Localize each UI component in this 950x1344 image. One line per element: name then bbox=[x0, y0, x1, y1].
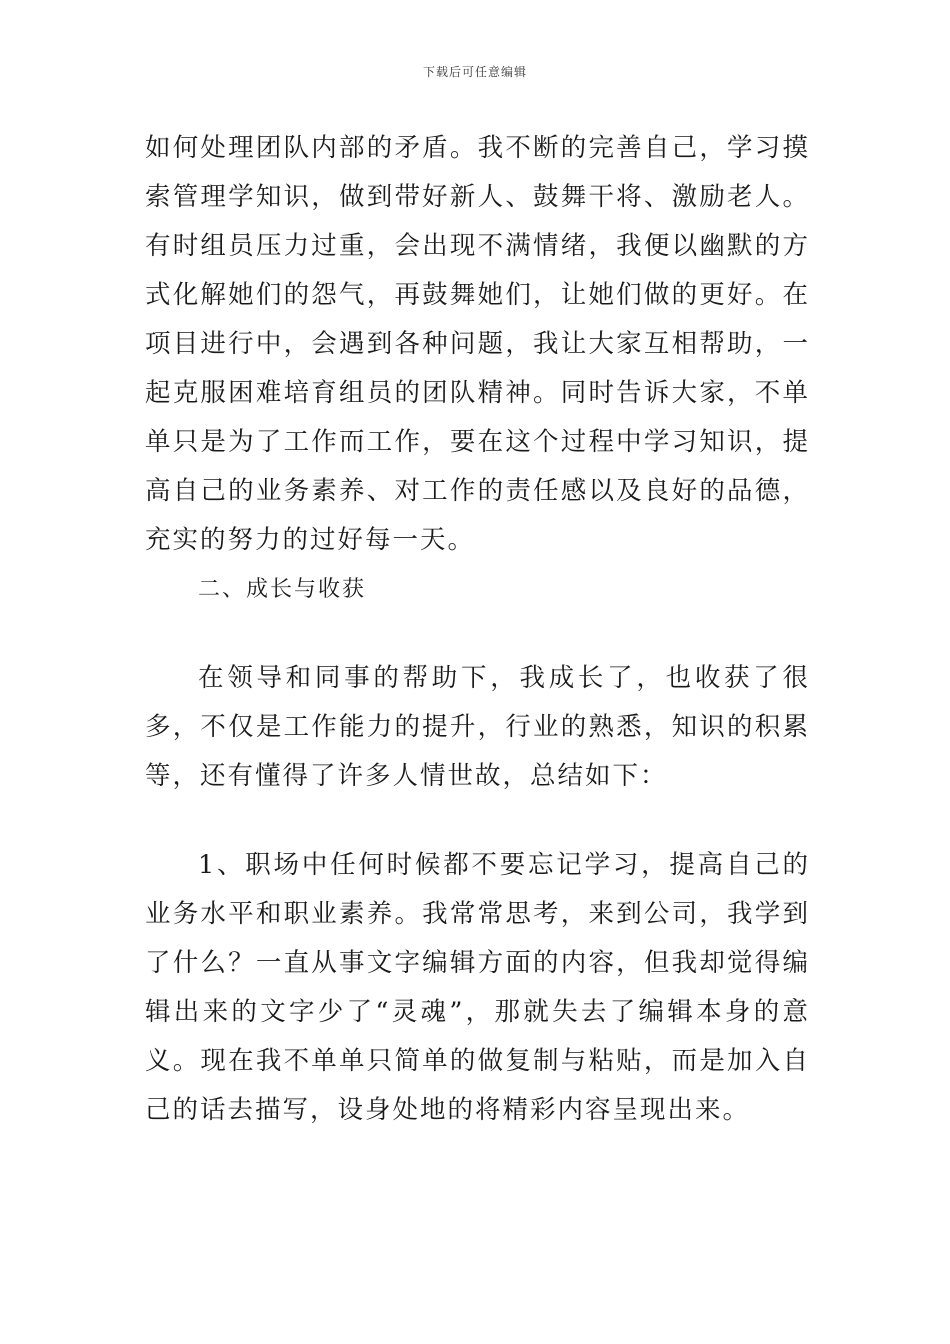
page-header-note: 下载后可任意编辑 bbox=[422, 65, 527, 79]
paragraph-point-1: 1、职场中任何时候都不要忘记学习，提高自己的业务水平和职业素养。我常常思考，来到公司，我学到了什么？一直从事文字编辑方面的内容，但我却觉得编辑出来的文字少了“灵魂”，那就失去了编辑本身的意义。现在我不单单只简单的做复制与粘贴，而是加入自己的话去描写，设身处地的将精彩内容呈现出来。 bbox=[145, 850, 810, 1125]
paragraph-growth-intro: 在领导和同事的帮助下，我成长了，也收获了很多，不仅是工作能力的提升，行业的熟悉，知识的积累等，还有懂得了许多人情世故，总结如下： bbox=[145, 663, 810, 791]
document-body bbox=[145, 124, 810, 1135]
paragraph-continued: 如何处理团队内部的矛盾。我不断的完善自己，学习摸索管理学知识，做到带好新人、鼓舞干将、激励老人。有时组员压力过重，会出现不满情绪，我便以幽默的方式化解她们的怨气，再鼓舞她们，让她们做的更好。在项目进行中，会遇到各种问题，我让大家互相帮助，一起克服困难培育组员的团队精神。同时告诉大家，不单单只是为了工作而工作，要在这个过程中学习知识，提高自己的业务素养、对工作的责任感以及良好的品德，充实的努力的过好每一天。 bbox=[145, 133, 810, 555]
section-heading: 二、成长与收获 bbox=[198, 577, 367, 602]
